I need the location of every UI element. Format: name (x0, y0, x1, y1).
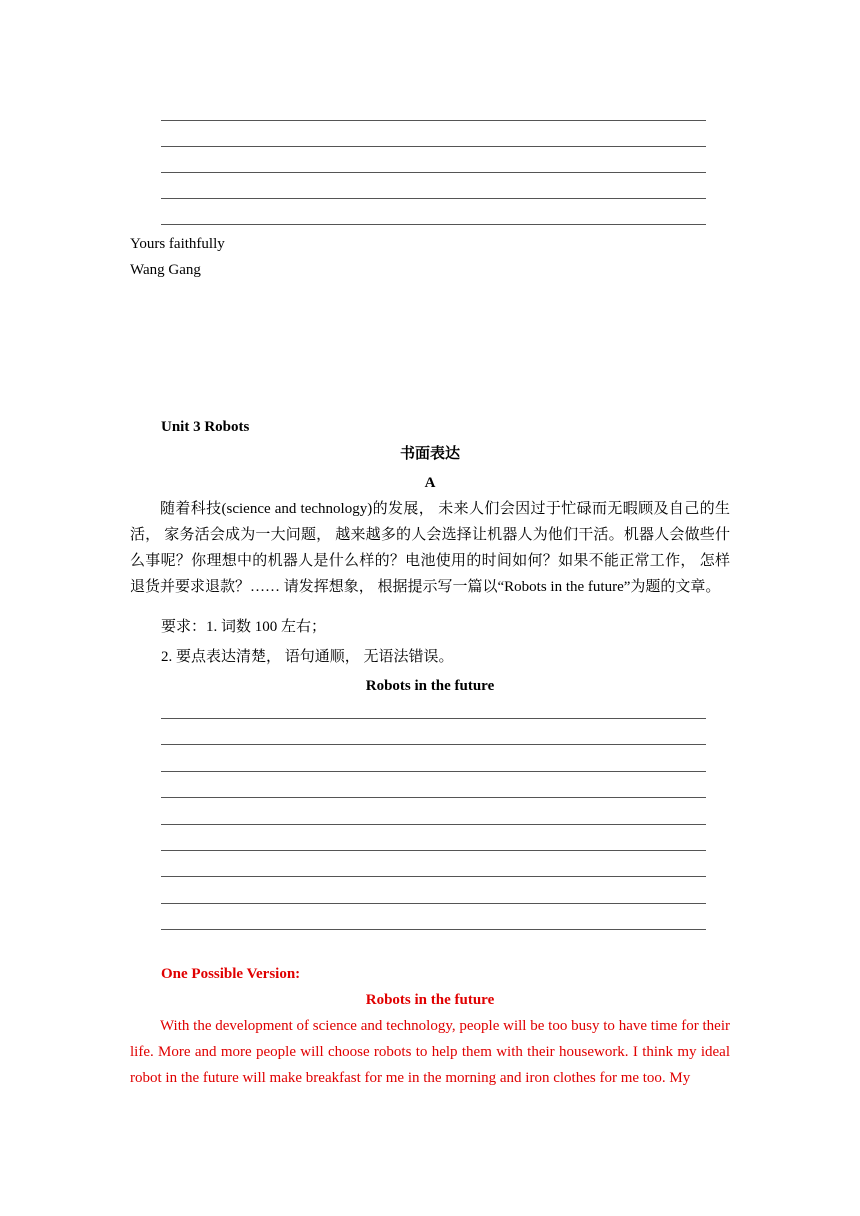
letter-signature: Wang Gang (130, 262, 201, 278)
writing-line (161, 929, 706, 930)
writing-line (161, 876, 706, 877)
writing-line (161, 198, 706, 199)
essay-title: Robots in the future (365, 678, 495, 694)
writing-line (161, 797, 706, 798)
unit-title: Unit 3 Robots (161, 419, 250, 435)
writing-line (161, 903, 706, 904)
writing-line (161, 172, 706, 173)
task-prompt: 随着科技(science and technology)的发展， 未来人们会因过于忙碌而无暇顾及自己的生活， 家务活会成为一大问题， 越来越多的人会选择让机器人为他们干活。机器人会做些什么事呢？你理想中的机器人是什么样的？电池使用的时间如何？如果不能正常工作， 怎样退货并要求退款？…… 请发挥想象， 根据提示写一篇以“Robots in the future”为题的文章。 (130, 501, 730, 595)
section-heading: 书面表达 (399, 446, 460, 462)
writing-line (161, 771, 706, 772)
writing-line (161, 744, 706, 745)
writing-line (161, 146, 706, 147)
writing-line (161, 120, 706, 121)
writing-line (161, 850, 706, 851)
writing-line (161, 824, 706, 825)
answer-label: One Possible Version: (161, 966, 301, 982)
answer-title: Robots in the future (365, 992, 495, 1008)
writing-line (161, 718, 706, 719)
letter-closing: Yours faithfully (130, 236, 225, 252)
part-label: A (424, 475, 436, 491)
requirement-2: 2. 要点表达清楚， 语句通顺， 无语法错误。 (161, 649, 454, 665)
writing-line (161, 224, 706, 225)
requirement-1: 要求：1. 词数 100 左右； (161, 619, 327, 635)
answer-body: With the development of science and technology, people will be too busy to have time for their life. More and more people will choose robots to help them with their housework. I think my ideal robot in the future will make breakfast for me in the morning and iron clothes for me too. My (130, 1018, 730, 1086)
